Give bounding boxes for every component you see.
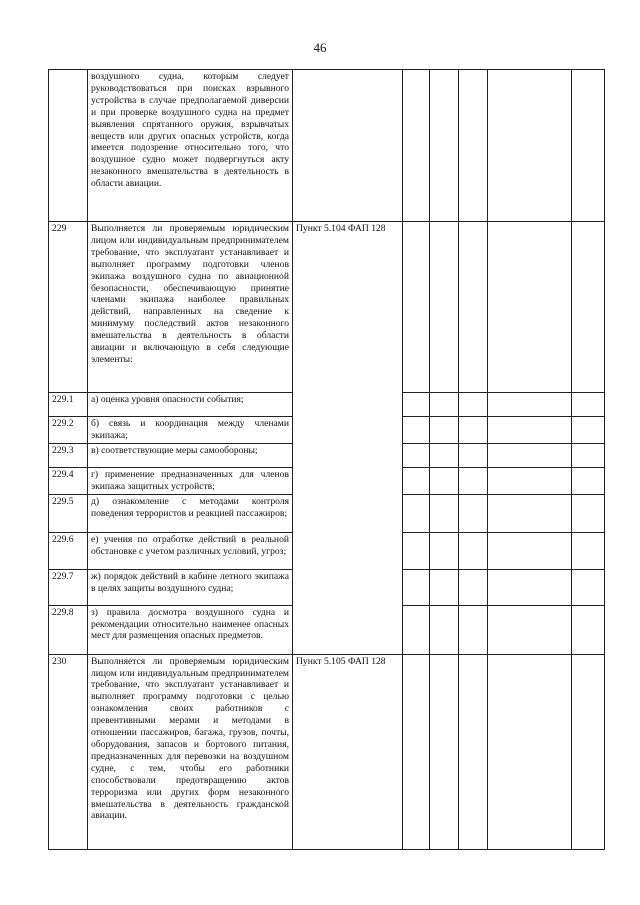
row-number: 229.7 xyxy=(49,569,88,605)
empty-cell xyxy=(488,532,572,569)
empty-cell xyxy=(403,654,430,849)
empty-cell xyxy=(488,443,572,467)
empty-cell xyxy=(572,70,605,222)
row-text: д) ознакомление с методами контроля поведения террористов и реакцией пассажиров; xyxy=(88,494,293,532)
empty-cell xyxy=(403,605,430,654)
empty-cell xyxy=(430,605,459,654)
empty-cell xyxy=(459,532,488,569)
empty-cell xyxy=(488,393,572,417)
row-text: ж) порядок действий в кабине летного экипажа в целях защиты воздушного судна; xyxy=(88,569,293,605)
row-number: 229.3 xyxy=(49,443,88,467)
row-number: 229.2 xyxy=(49,417,88,444)
row-reference: Пункт 5.105 ФАП 128 xyxy=(293,654,403,849)
empty-cell xyxy=(430,654,459,849)
row-text: г) применение предназначенных для членов экипажа защитных устройств; xyxy=(88,467,293,494)
empty-cell xyxy=(403,494,430,532)
empty-cell xyxy=(403,417,430,444)
empty-cell xyxy=(459,569,488,605)
empty-cell xyxy=(430,494,459,532)
row-text: з) правила досмотра воздушного судна и рекомендации относительно наименее опасных мест для размещения опасных предметов. xyxy=(88,605,293,654)
empty-cell xyxy=(403,393,430,417)
row-number: 229.6 xyxy=(49,532,88,569)
empty-cell xyxy=(459,417,488,444)
empty-cell xyxy=(459,467,488,494)
empty-cell xyxy=(572,654,605,849)
empty-cell xyxy=(459,70,488,222)
row-number: 229.4 xyxy=(49,467,88,494)
page-number: 46 xyxy=(313,40,327,55)
empty-cell xyxy=(430,222,459,393)
row-text: Выполняется ли проверяемым юридическим лицом или индивидуальным предпринимателем требование, что эксплуатант устанавливает и выполняет программу подготовки с целью ознакомления своих работников с превентивными мерами и методами в отношении пассажиров, багажа, грузов, почты, оборудования, запасов и бортового питания, предназначенных для перевозки на воздушном судне, с тем, чтобы его работники способствовали предотвращению актов терроризма или других форм незаконного вмешательства в деятельность гражданской авиации. xyxy=(88,654,293,849)
empty-cell xyxy=(488,494,572,532)
empty-cell xyxy=(572,569,605,605)
empty-cell xyxy=(572,222,605,393)
row-text: а) оценка уровня опасности события; xyxy=(88,393,293,417)
empty-cell xyxy=(488,222,572,393)
empty-cell xyxy=(459,605,488,654)
empty-cell xyxy=(572,417,605,444)
empty-cell xyxy=(430,393,459,417)
empty-cell xyxy=(403,569,430,605)
empty-cell xyxy=(572,393,605,417)
empty-cell xyxy=(403,532,430,569)
empty-cell xyxy=(488,417,572,444)
table-row xyxy=(49,70,605,222)
empty-cell xyxy=(403,222,430,393)
empty-cell xyxy=(459,443,488,467)
empty-cell xyxy=(430,443,459,467)
row-text: е) учения по отработке действий в реальной обстановке с учетом различных условий, угроз; xyxy=(88,532,293,569)
checklist-table xyxy=(48,69,605,850)
table-row xyxy=(49,222,605,393)
empty-cell xyxy=(403,70,430,222)
empty-cell xyxy=(572,443,605,467)
row-number: 229.8 xyxy=(49,605,88,654)
empty-cell xyxy=(572,532,605,569)
row-text: в) соответствующие меры самообороны; xyxy=(88,443,293,467)
row-number: 229.1 xyxy=(49,393,88,417)
empty-cell xyxy=(488,569,572,605)
empty-cell xyxy=(459,654,488,849)
row-reference xyxy=(293,70,403,222)
empty-cell xyxy=(488,70,572,222)
empty-cell xyxy=(430,70,459,222)
empty-cell xyxy=(430,532,459,569)
empty-cell xyxy=(572,467,605,494)
empty-cell xyxy=(459,393,488,417)
table-row xyxy=(49,654,605,849)
empty-cell xyxy=(572,605,605,654)
empty-cell xyxy=(488,467,572,494)
empty-cell xyxy=(572,494,605,532)
empty-cell xyxy=(488,605,572,654)
empty-cell xyxy=(459,494,488,532)
row-number: 230 xyxy=(49,654,88,849)
row-number: 229 xyxy=(49,222,88,393)
row-text: Выполняется ли проверяемым юридическим лицом или индивидуальным предпринимателем требование, что эксплуатант устанавливает и выполняет программу подготовки членов экипажа воздушного судна по авиационной безопасности, обеспечивающую принятие членами экипажа наиболее правильных действий, направленных на сведение к минимуму последствий актов незаконного вмешательства в деятельность в области авиации и включающую в себя следующие элементы: xyxy=(88,222,293,393)
empty-cell xyxy=(403,467,430,494)
row-text: воздушного судна, которым следует руководствоваться при поисках взрывного устройства в случае предполагаемой диверсии и при проверке воздушного судна на предмет выявления спрятанного оружия, взрывчатых веществ или других опасных устройств, когда имеется подозрение относительно того, что воздушное судно может подвергнуться акту незаконного вмешательства в деятельность в области авиации. xyxy=(88,70,293,222)
empty-cell xyxy=(430,569,459,605)
empty-cell xyxy=(430,467,459,494)
row-number: 229.5 xyxy=(49,494,88,532)
empty-cell xyxy=(403,443,430,467)
row-number xyxy=(49,70,88,222)
empty-cell xyxy=(430,417,459,444)
row-text: б) связь и координация между членами экипажа; xyxy=(88,417,293,444)
empty-cell xyxy=(459,222,488,393)
empty-cell xyxy=(488,654,572,849)
row-reference: Пункт 5.104 ФАП 128 xyxy=(293,222,403,655)
